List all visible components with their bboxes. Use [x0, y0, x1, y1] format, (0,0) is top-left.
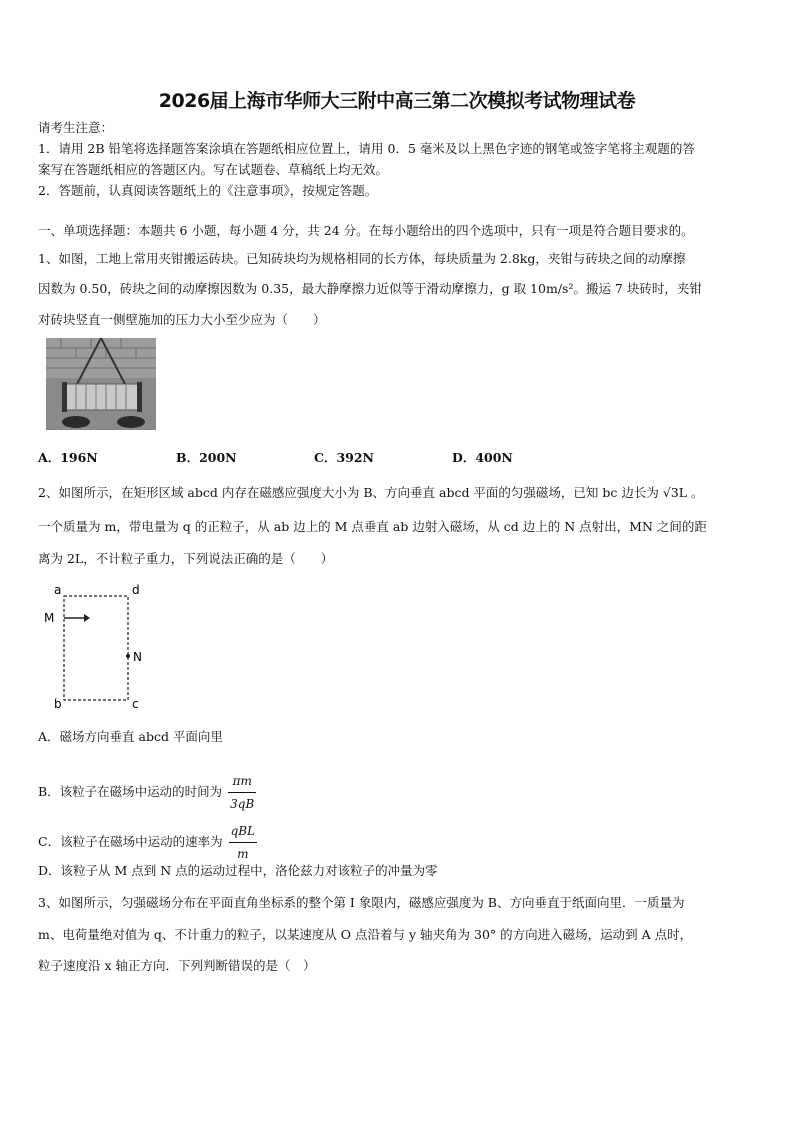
q2-option-b-fraction [228, 770, 256, 815]
notice-item1-line2: 案写在答题纸相应的答题区内。写在试题卷、草稿纸上均无效。 [38, 162, 389, 177]
q2-option-c[interactable] [38, 820, 257, 865]
q2-option-d[interactable]: D．该粒子从 M 点到 N 点的运动过程中，洛伦兹力对该粒子的冲量为零 [38, 863, 438, 878]
q2-option-c-numerator: qBL [229, 820, 257, 843]
q1-line3: 对砖块竖直一侧壁施加的压力大小至少应为（ ） [38, 312, 326, 327]
q2-option-b-text: B．该粒子在磁场中运动的时间为 [38, 784, 223, 799]
q2-option-c-denominator: m [237, 847, 249, 861]
q3-line1: 3、如图所示，匀强磁场分布在平面直角坐标系的整个第 I 象限内，磁感应强度为 B、方向垂直于纸面向里．一质量为 [38, 895, 685, 910]
brick-clamp-photo [46, 338, 156, 430]
q1-option-a[interactable]: A．196N [38, 450, 98, 465]
q1-option-b[interactable]: B．200N [176, 450, 237, 465]
q2-option-c-fraction [229, 820, 257, 865]
q2-option-b[interactable] [38, 770, 256, 815]
notice-heading: 请考生注意： [38, 120, 114, 135]
q1-option-c[interactable]: C．392N [314, 450, 374, 465]
q2-rectangle-diagram [38, 582, 158, 712]
q2-option-c-text: C．该粒子在磁场中运动的速率为 [38, 834, 223, 849]
label-n: N [133, 650, 142, 664]
label-c: c [132, 697, 139, 711]
page-title: 2026届上海市华师大三附中高三第二次模拟考试物理试卷 [158, 90, 636, 112]
q2-line2: 一个质量为 m，带电量为 q 的正粒子，从 ab 边上的 M 点垂直 ab 边射入磁场，从 cd 边上的 N 点射出，MN 之间的距 [38, 519, 707, 534]
notice-item2: 2．答题前，认真阅读答题纸上的《注意事项》，按规定答题。 [38, 183, 378, 198]
q3-line2: m、电荷量绝对值为 q、不计重力的粒子，以某速度从 O 点沿着与 y 轴夹角为 30° 的方向进入磁场，运动到 A 点时， [38, 927, 693, 942]
q2-line3: 离为 2L，不计粒子重力，下列说法正确的是（ ） [38, 551, 334, 566]
notice-item1-line1: 1．请用 2B 铅笔将选择题答案涂填在答题纸相应位置上，请用 0．5 毫米及以上黑色字迹的钢笔或签字笔将主观题的答 [38, 141, 695, 156]
label-b: b [54, 697, 62, 711]
label-m: M [44, 611, 55, 625]
q2-line1: 2、如图所示，在矩形区域 abcd 内存在磁感应强度大小为 B、方向垂直 abcd 平面的匀强磁场，已知 bc 边长为 √3L 。 [38, 485, 704, 500]
q2-option-b-denominator: 3qB [230, 797, 255, 811]
section-heading: 一、单项选择题：本题共 6 小题，每小题 4 分，共 24 分。在每小题给出的四个选项中，只有一项是符合题目要求的。 [38, 223, 694, 238]
q1-line1: 1、如图，工地上常用夹钳搬运砖块。已知砖块均为规格相同的长方体，每块质量为 2.8kg，夹钳与砖块之间的动摩擦 [38, 251, 686, 266]
q1-line2: 因数为 0.50，砖块之间的动摩擦因数为 0.35，最大静摩擦力近似等于滑动摩擦力，g 取 10m/s²。搬运 7 块砖时，夹钳 [38, 281, 702, 296]
q2-option-a[interactable]: A．磁场方向垂直 abcd 平面向里 [38, 729, 223, 744]
label-a: a [54, 583, 62, 597]
q3-line3: 粒子速度沿 x 轴正方向．下列判断错误的是（ ） [38, 958, 316, 973]
label-d: d [132, 583, 140, 597]
q1-option-d[interactable]: D．400N [452, 450, 513, 465]
q2-option-b-numerator: πm [228, 770, 256, 793]
